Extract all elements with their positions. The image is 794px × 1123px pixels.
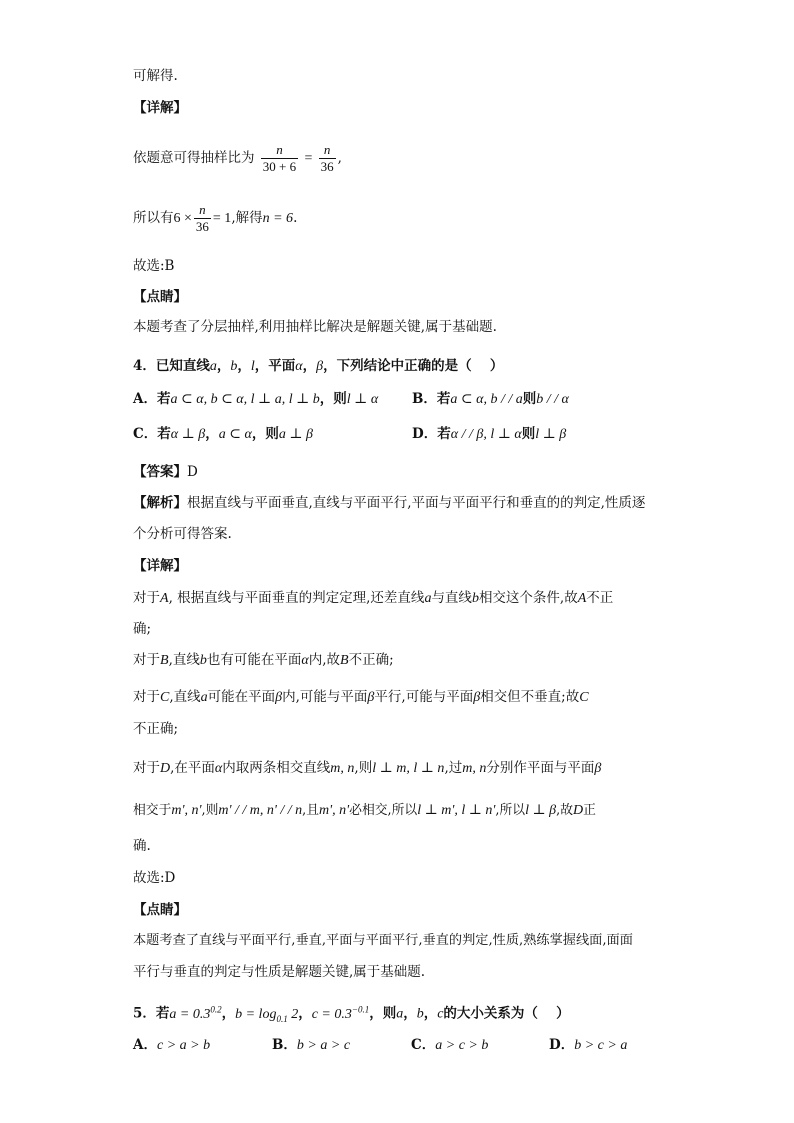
- analysis-line-2: 个分析可得答案.: [133, 526, 232, 542]
- q5-option-a: A．c > a > b: [133, 1037, 211, 1053]
- analysis-line-1: 【解析】根据直线与平面垂直,直线与平面平行,平面与平面平行和垂直的的判定,性质逐: [133, 495, 646, 511]
- comment-heading-2: 【点睛】: [133, 902, 187, 918]
- detail-d-line-1: 对于D,在平面α内取两条相交直线m, n,则l ⊥ m, l ⊥ n,过m, n分别作平面与平面β: [133, 760, 602, 776]
- answer-line: 【答案】D: [133, 464, 198, 480]
- answer-choice-b: 故选:B: [133, 258, 175, 274]
- detail-b-line: 对于B,直线b也有可能在平面α内,故B不正确;: [133, 652, 394, 668]
- detail-c-line-1: 对于C,直线a可能在平面β内,可能与平面β平行,可能与平面β相交但不垂直;故C: [133, 689, 589, 705]
- solution-intro-line: 可解得.: [133, 68, 178, 84]
- q4-option-c: C．若α ⊥ β，a ⊂ α，则a ⊥ β: [133, 426, 313, 442]
- fraction-1: $\frac{n}{30 + 6}$: [262, 142, 297, 174]
- detail-d-line-2: 相交于m', n',则m' / / m, n' / / n,且m', n'必相交,所以l ⊥ m', l ⊥ n',所以l ⊥ β,故D正: [133, 803, 596, 818]
- question-4-title: 4．已知直线a，b，l，平面α，β，下列结论中正确的是（ ）: [133, 358, 504, 374]
- comment-heading-1: 【点睛】: [133, 289, 187, 305]
- solve-line: 所以有6 × $\frac{n}{36}$ = 1,解得n = 6.: [133, 202, 298, 234]
- comment-text-1: 本题考查了分层抽样,利用抽样比解决是解题关键,属于基础题.: [133, 319, 497, 335]
- question-5-title: 5．若$a = 0.3^{0.2}$，$b = \log_{0.1} 2$，$c = 0.3^{-0.1}$，则a，b，c的大小关系为（ ）: [133, 1004, 570, 1024]
- comment-text-2-line-1: 本题考查了直线与平面平行,垂直,平面与平面平行,垂直的判定,性质,熟练掌握线面,面面: [133, 933, 633, 948]
- ratio-line: 依题意可得抽样比为 $\frac{n}{30 + 6}$ = $\frac{n}{36}$ ,: [133, 142, 342, 174]
- q4-option-b: B．若a ⊂ α, b / / a则b / / α: [412, 391, 569, 407]
- detail-c-line-2: 不正确;: [133, 721, 179, 737]
- detail-a-line-1: 对于A, 根据直线与平面垂直的判定定理,还差直线a与直线b相交这个条件,故A不正: [133, 590, 614, 606]
- fraction-3: $\frac{n}{36}$: [195, 202, 209, 234]
- q5-option-b: B．b > a > c: [272, 1037, 351, 1053]
- q5-option-d: D．b > c > a: [549, 1037, 628, 1053]
- detail-a-line-2: 确;: [133, 621, 152, 637]
- answer-choice-d: 故选:D: [133, 870, 176, 886]
- detail-heading-2: 【详解】: [133, 558, 187, 574]
- fraction-2: $\frac{n}{36}$: [320, 142, 334, 174]
- detail-d-line-3: 确.: [133, 838, 151, 854]
- detail-heading-1: 【详解】: [133, 100, 187, 116]
- q4-option-a: A．若a ⊂ α, b ⊂ α, l ⊥ a, l ⊥ b，则l ⊥ α: [133, 391, 379, 407]
- comment-text-2-line-2: 平行与垂直的判定与性质是解题关键,属于基础题.: [133, 964, 426, 980]
- q5-option-c: C．a > c > b: [411, 1037, 489, 1053]
- q4-option-d: D．若α / / β, l ⊥ α则l ⊥ β: [412, 426, 567, 442]
